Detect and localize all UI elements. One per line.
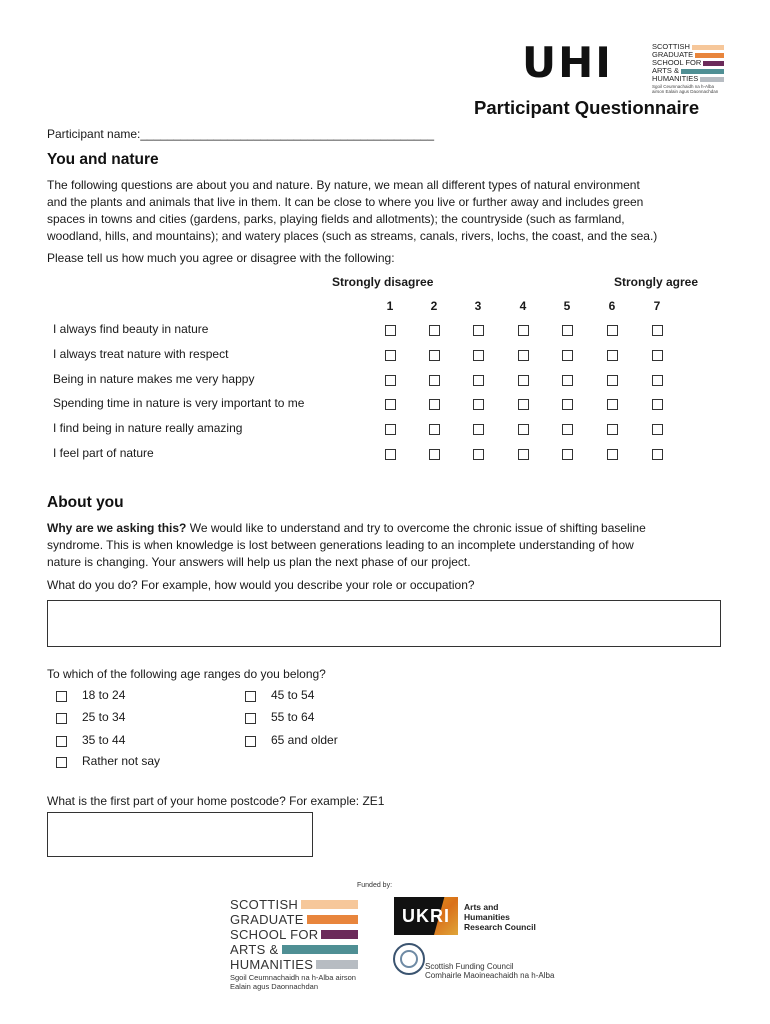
likert-checkbox[interactable]	[652, 399, 663, 410]
section-heading-you-and-nature: You and nature	[47, 151, 159, 168]
statement-label: Spending time in nature is very important to me	[53, 396, 305, 410]
likert-checkbox[interactable]	[562, 375, 573, 386]
likert-checkbox[interactable]	[607, 325, 618, 336]
likert-checkbox[interactable]	[652, 424, 663, 435]
age-checkbox[interactable]	[56, 757, 67, 768]
likert-checkbox[interactable]	[562, 350, 573, 361]
section-heading-about-you: About you	[47, 494, 124, 511]
sgsah-header-logo	[652, 43, 724, 94]
likert-checkbox[interactable]	[518, 375, 529, 386]
likert-checkbox[interactable]	[518, 449, 529, 460]
likert-checkbox[interactable]	[429, 399, 440, 410]
postcode-question: What is the first part of your home postcode? For example: ZE1	[47, 794, 385, 808]
postcode-input[interactable]	[47, 812, 313, 857]
likert-checkbox[interactable]	[562, 325, 573, 336]
age-option-label: 18 to 24	[82, 688, 126, 702]
participant-name-field[interactable]: Participant name:____________________________________________	[47, 127, 435, 141]
uhi-logo: UHI	[522, 38, 613, 87]
scale-number: 2	[430, 299, 438, 313]
page-title: Participant Questionnaire	[474, 97, 700, 118]
sgsah-row: SCHOOL FOR	[652, 59, 724, 67]
likert-checkbox[interactable]	[652, 449, 663, 460]
likert-checkbox[interactable]	[652, 325, 663, 336]
ukri-logo: UKRI	[394, 897, 458, 935]
likert-checkbox[interactable]	[385, 424, 396, 435]
funded-by-label: Funded by:	[357, 882, 393, 889]
nature-intro: The following questions are about you and nature. By nature, we mean all different types of natural environment and the plants and animals that live in them. It can be close to where you live or further away and includes green spaces in towns and cities (gardens, parks, playing fields and allotments); the countryside (such as farmland, woodland, hills, and mountains); and watery places (such as streams, canals, rivers, lochs, the coast, and the sea.)	[47, 178, 658, 243]
sgsah-row: GRADUATE	[652, 51, 724, 59]
age-option-label: 55 to 64	[271, 710, 315, 724]
occupation-question: What do you do? For example, how would you describe your role or occupation?	[47, 578, 475, 592]
ahrc-label: Arts and Humanities Research Council	[464, 902, 536, 932]
likert-checkbox[interactable]	[473, 424, 484, 435]
likert-checkbox[interactable]	[473, 399, 484, 410]
sfc-logo-icon	[393, 943, 425, 975]
likert-checkbox[interactable]	[429, 325, 440, 336]
likert-checkbox[interactable]	[473, 449, 484, 460]
likert-checkbox[interactable]	[429, 350, 440, 361]
sgsah-row: HUMANITIES	[652, 75, 724, 83]
likert-checkbox[interactable]	[518, 399, 529, 410]
age-checkbox[interactable]	[245, 713, 256, 724]
sgsah-gaelic: Sgoil Ceumnachaidh na h-Alba airson Ealain agus Daonnachdan	[652, 84, 719, 94]
age-option-label: 65 and older	[271, 733, 338, 747]
age-checkbox[interactable]	[56, 691, 67, 702]
statement-label: I always treat nature with respect	[53, 347, 229, 361]
statement-label: I find being in nature really amazing	[53, 421, 243, 435]
scale-number: 7	[653, 299, 661, 313]
statement-label: I always find beauty in nature	[53, 322, 209, 336]
likert-checkbox[interactable]	[385, 325, 396, 336]
likert-checkbox[interactable]	[385, 449, 396, 460]
sgsah-row: ARTS &	[652, 67, 724, 75]
sgsah-footer-logo: SCOTTISH GRADUATE SCHOOL FOR ARTS & HUMANITIES Sgoil Ceumnachaidh na h-Alba airson Ealain agus Daonnachdan	[230, 897, 358, 991]
likert-checkbox[interactable]	[473, 350, 484, 361]
likert-checkbox[interactable]	[473, 375, 484, 386]
likert-checkbox[interactable]	[429, 424, 440, 435]
scale-low-label: Strongly disagree	[332, 275, 434, 289]
likert-checkbox[interactable]	[607, 350, 618, 361]
likert-checkbox[interactable]	[652, 375, 663, 386]
likert-checkbox[interactable]	[385, 375, 396, 386]
age-checkbox[interactable]	[245, 691, 256, 702]
likert-checkbox[interactable]	[607, 375, 618, 386]
likert-checkbox[interactable]	[652, 350, 663, 361]
scale-number: 4	[519, 299, 527, 313]
likert-checkbox[interactable]	[562, 424, 573, 435]
sfc-label: Scottish Funding Council Comhairle Maoineachaidh na h-Alba	[425, 962, 555, 980]
likert-checkbox[interactable]	[607, 424, 618, 435]
statement-label: I feel part of nature	[53, 446, 154, 460]
likert-checkbox[interactable]	[385, 399, 396, 410]
scale-high-label: Strongly agree	[614, 275, 699, 289]
scale-number: 3	[474, 299, 482, 313]
likert-checkbox[interactable]	[385, 350, 396, 361]
age-checkbox[interactable]	[56, 713, 67, 724]
agree-instruction: Please tell us how much you agree or disagree with the following:	[47, 251, 395, 265]
sgsah-row: SCOTTISH	[652, 43, 724, 51]
age-option-label: Rather not say	[82, 754, 161, 768]
age-checkbox[interactable]	[245, 736, 256, 747]
age-option-label: 25 to 34	[82, 710, 126, 724]
likert-checkbox[interactable]	[518, 325, 529, 336]
scale-number: 6	[608, 299, 616, 313]
age-option-label: 45 to 54	[271, 688, 315, 702]
likert-checkbox[interactable]	[562, 399, 573, 410]
age-checkbox[interactable]	[56, 736, 67, 747]
likert-checkbox[interactable]	[518, 424, 529, 435]
why-asking-paragraph: Why are we asking this? We would like to understand and try to overcome the chronic issue of shifting baseline syndrome. This is when knowledge is lost between generations leading to an incomplete understanding of how nature is changing. Your answers will help us plan the next phase of our project.	[47, 521, 646, 569]
age-question: To which of the following age ranges do you belong?	[47, 667, 326, 681]
likert-checkbox[interactable]	[429, 449, 440, 460]
age-option-label: 35 to 44	[82, 733, 126, 747]
likert-checkbox[interactable]	[518, 350, 529, 361]
occupation-input[interactable]	[47, 600, 721, 647]
likert-checkbox[interactable]	[473, 325, 484, 336]
likert-checkbox[interactable]	[607, 399, 618, 410]
scale-number: 1	[386, 299, 394, 313]
likert-checkbox[interactable]	[562, 449, 573, 460]
statement-label: Being in nature makes me very happy	[53, 372, 255, 386]
likert-checkbox[interactable]	[607, 449, 618, 460]
likert-checkbox[interactable]	[429, 375, 440, 386]
scale-number: 5	[563, 299, 571, 313]
